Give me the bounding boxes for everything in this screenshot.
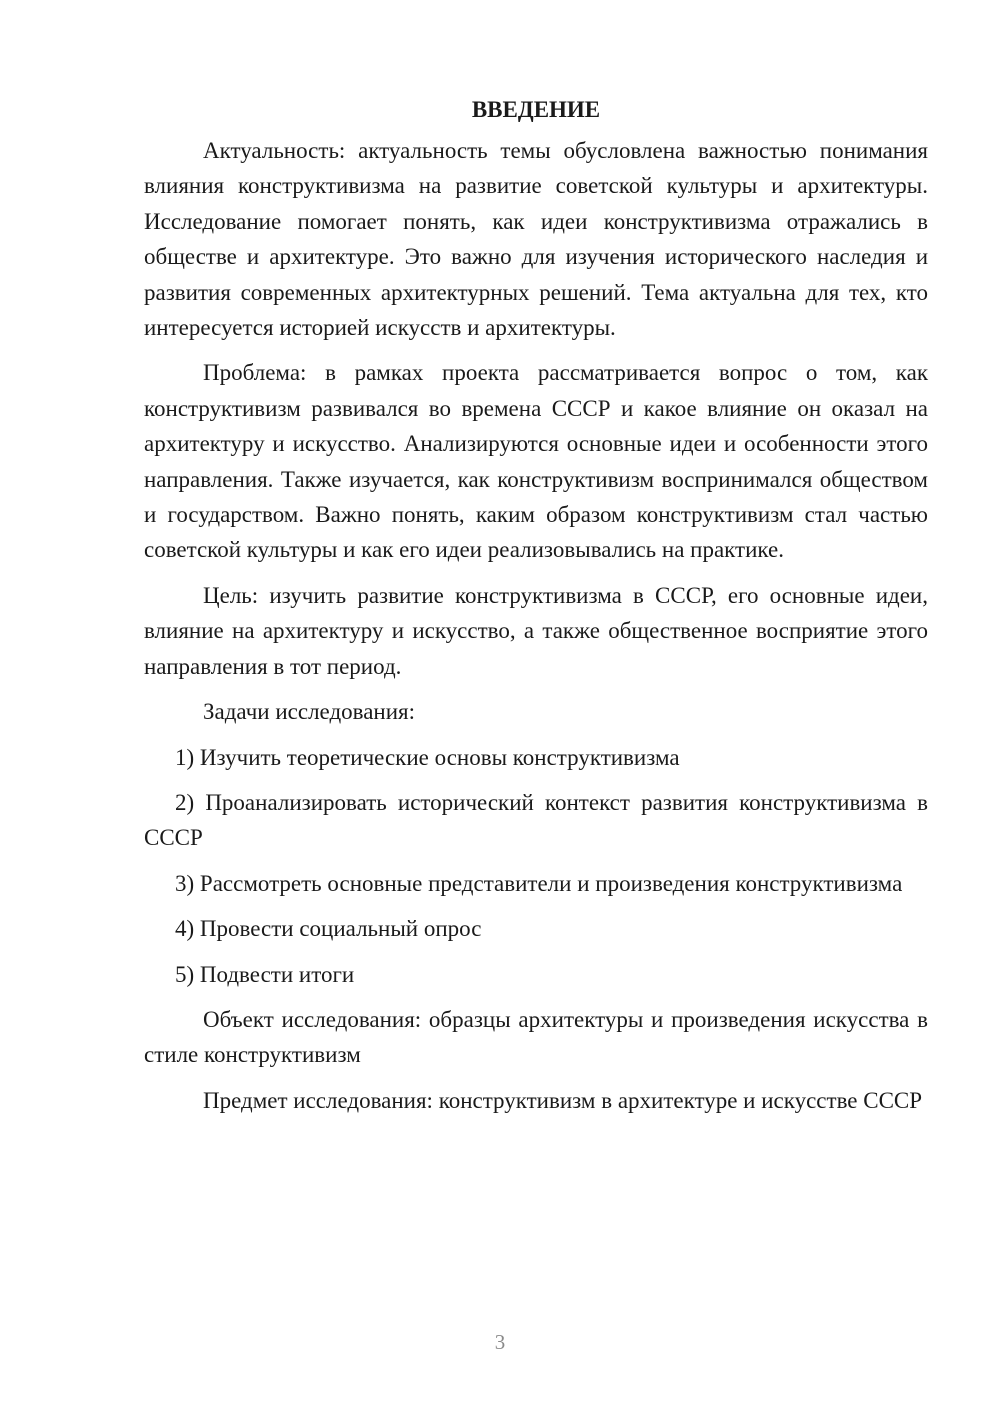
document-page bbox=[144, 92, 928, 1118]
page-number: 3 bbox=[494, 1330, 506, 1354]
object-paragraph: Объект исследования: образцы архитектуры и произведения искусства в стиле конструктивизм bbox=[144, 1006, 928, 1068]
task-item-5: 5) Подвести итоги bbox=[175, 961, 355, 987]
problem-paragraph: Проблема: в рамках проекта рассматривается вопрос о том, как конструктивизм развивался во времена СССР и какое влияние он оказал на архитектуру и искусство. Анализируются основные идеи и особенности этого направления. Также изучается, как конструктивизм воспринимался обществом и государством. Важно понять, каким образом конструктивизм стал частью советской культуры и как его идеи реализовывались на практике. bbox=[144, 360, 928, 563]
relevance-paragraph: Актуальность: актуальность темы обусловлена важностью понимания влияния конструктивизма на развитие советской культуры и архитектуры. Исследование помогает понять, как идеи конструктивизма отражались в обществе и архитектуре. Это важно для изучения исторического наследия и развития современных архитектурных решений. Тема актуальна для тех, кто интересуется историей искусств и архитектуры. bbox=[144, 138, 928, 341]
task-item-3: 3) Рассмотреть основные представители и произведения конструктивизма bbox=[175, 870, 903, 896]
task-item-2: 2) Проанализировать исторический контекст развития конструктивизма в СССР bbox=[144, 789, 928, 851]
page-title: ВВЕДЕНИЕ bbox=[471, 97, 601, 122]
goal-paragraph: Цель: изучить развитие конструктивизма в СССР, его основные идеи, влияние на архитектуру и искусство, а также общественное восприятие этого направления в тот период. bbox=[144, 582, 928, 679]
subject-paragraph: Предмет исследования: конструктивизм в архитектуре и искусстве СССР bbox=[203, 1087, 923, 1113]
tasks-heading: Задачи исследования: bbox=[203, 699, 416, 725]
task-item-4: 4) Провести социальный опрос bbox=[175, 916, 482, 942]
task-item-1: 1) Изучить теоретические основы конструктивизма bbox=[175, 744, 680, 770]
